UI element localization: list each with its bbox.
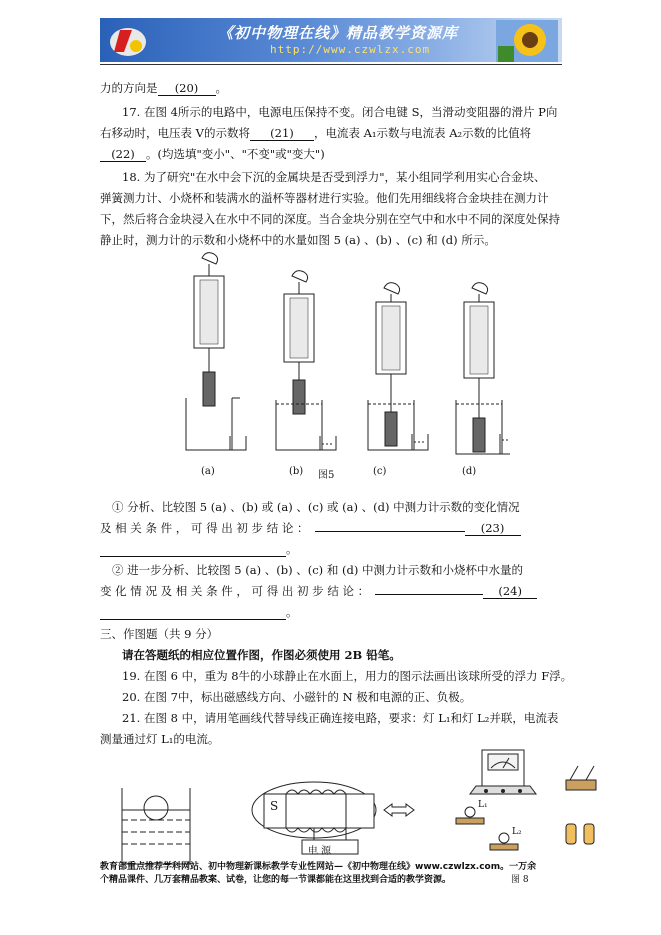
figure-5 [180, 250, 510, 462]
fig5-label-d: (d) [462, 466, 477, 477]
header-banner [100, 18, 562, 62]
blank-23: (23) [465, 521, 521, 536]
sunflower-icon [496, 20, 558, 62]
q18-part2-line1: ② 进一步分析、比较图 5 (a) 、(b) 、(c) 和 (d) 中测力计示数和小烧杯中水量的 [112, 563, 523, 577]
fig5-label-a: (a) [201, 466, 215, 477]
figure5-c [368, 283, 428, 450]
section-3-note: 请在答题纸的相应位置作图，作图必须使用 2B 铅笔。 [122, 648, 401, 662]
q19: 19. 在图 6 中，重为 8牛的小球静止在水面上，用力的图示法画出该球所受的浮力 F浮。 [122, 669, 573, 683]
fig5-caption: 图5 [318, 470, 335, 481]
figure-8-caption: 图 8 [511, 875, 529, 885]
q16-tail: 力的方向是 (20) 。 [100, 81, 227, 95]
q18-line2: 弹簧测力计、小烧杯和装满水的溢杯等器材进行实验。他们先用细线将合金块挂在测力计 [100, 191, 549, 205]
q18-part1-line2: 及 相 关 条 件 ， 可 得 出 初 步 结 论 ： (23) [100, 521, 521, 536]
q18-part1-line3: 。 [100, 542, 298, 557]
fig5-label-c: (c) [373, 466, 387, 477]
power-source-label: 电 源 [308, 846, 332, 857]
blank-20: (20) [158, 81, 216, 96]
logo-icon [106, 22, 150, 58]
q18-part2-line3: 。 [100, 605, 298, 620]
figure5-b [276, 271, 336, 450]
q18-line3: 下，然后将合金块浸入在水中不同的深度。当合金块分别在空气中和水中不同的深度处保持 [100, 212, 560, 226]
blank-22: (22) [100, 147, 146, 162]
section-3-heading: 三、作图题（共 9 分） [100, 627, 219, 641]
q20: 20. 在图 7中，标出磁感线方向、小磁针的 N 极和电源的正、负极。 [122, 690, 472, 704]
figure-8 [446, 744, 612, 864]
header-rule [100, 64, 562, 65]
blank-24: (24) [483, 584, 537, 599]
q18-line1: 18. 为了研究"在水中会下沉的金属块是否受到浮力"，某小组同学利用实心合金块、 [122, 170, 546, 184]
footer-line1: 教育部重点推荐学科网站、初中物理新课标教学专业性网站—《初中物理在线》www.czwlzx.com。一万余 [100, 862, 537, 872]
q18-line4: 静止时，测力计的示数和小烧杯中的水量如图 5 (a) 、(b) 、(c) 和 (d) 所示。 [100, 233, 496, 247]
q17-line1: 17. 在图 4所示的电路中，电源电压保持不变。闭合电键 S，当滑动变阻器的滑片 P向 [122, 105, 558, 119]
figure-7 [246, 780, 418, 858]
lamp-l2-label: L₂ [512, 827, 522, 837]
blank-21: (21) [250, 126, 314, 141]
magnet-s-label: S [270, 799, 279, 813]
footer-line2: 个精品课件、几万套精品教案、试卷，让您的每一节课都能在这里找到合适的教学资源。 [100, 875, 452, 885]
banner-title: 《初中物理在线》精品教学资源库 [218, 24, 459, 42]
q21-line2: 测量通过灯 L₁的电流。 [100, 732, 220, 746]
q18-part1-line1: ① 分析、比较图 5 (a) 、(b) 或 (a) 、(c) 或 (a) 、(d) 中测力计示数的变化情况 [112, 500, 520, 514]
q18-part2-line2: 变 化 情 况 及 相 关 条 件 ， 可 得 出 初 步 结 论 ： (24) [100, 584, 537, 599]
banner-url[interactable]: http://www.czwlzx.com [270, 43, 431, 56]
q21-line1: 21. 在图 8 中，请用笔画线代替导线正确连接电路，要求：灯 L₁和灯 L₂并联，电流表 [122, 711, 559, 725]
figure-6 [118, 786, 194, 866]
q17-line3: (22) 。(均选填"变小"、"不变"或"变大") [100, 147, 325, 162]
lamp-l1-label: L₁ [478, 800, 488, 810]
figure5-d [456, 283, 510, 454]
fig5-label-b: (b) [289, 466, 304, 477]
figure5-a [186, 253, 246, 450]
q17-line2: 右移动时，电压表 V的示数将 (21) ，电流表 A₁示数与电流表 A₂示数的比值将 [100, 126, 532, 140]
